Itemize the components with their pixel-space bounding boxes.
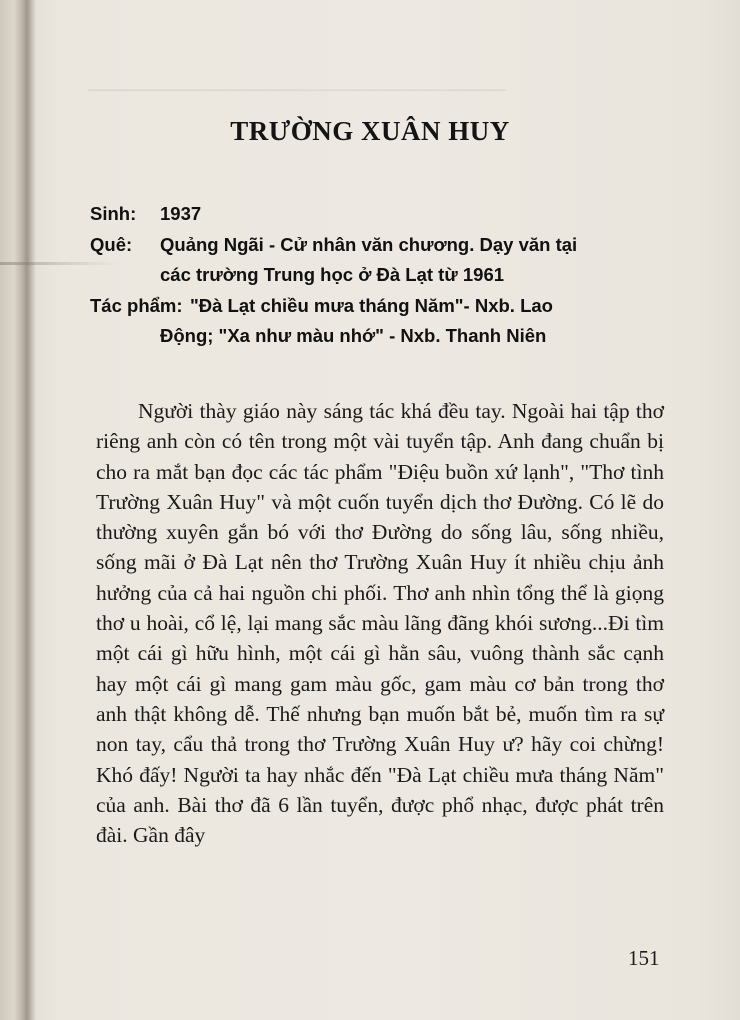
info-birth — [90, 199, 202, 229]
hometown-label: Quê: — [90, 234, 133, 255]
info-works — [90, 291, 553, 321]
body-text — [96, 396, 664, 850]
birth-value: 1937 — [160, 203, 202, 224]
hometown-line-1: Quảng Ngãi - Cử nhân văn chương. Dạy văn tại — [160, 234, 578, 255]
info-hometown — [90, 230, 578, 260]
works-line-1: "Đà Lạt chiều mưa tháng Năm"- Nxb. Lao — [190, 295, 553, 316]
works-label: Tác phẩm: — [90, 295, 183, 316]
page-number: 151 — [628, 946, 660, 970]
body-paragraph: Người thày giáo này sáng tác khá đều tay. Ngoài hai tập thơ riêng anh còn có tên trong một vài tuyển tập. Anh đang chuẩn bị cho ra mắt bạn đọc các tác phẩm "Điệu buồn xứ lạnh", "Thơ tình Trường Xuân Huy" và một cuốn tuyển dịch thơ Đường. Có lẽ do thường xuyên gắn bó với thơ Đường do sống lâu, sống nhiều, sống mãi ở Đà Lạt nên thơ Trường Xuân Huy ít nhiều chịu ảnh hưởng của cả hai nguồn chi phối. Thơ anh nhìn tổng thể là giọng thơ u hoài, cổ lệ, lại mang sắc màu lãng đãng khói sương...Đi tìm một cái gì hữu hình, một cái gì hằn sâu, vuông thành sắc cạnh hay một cái gì mang gam màu gốc, gam màu cơ bản trong thơ anh thật không dễ. Thế nhưng bạn muốn bắt bẻ, muốn tìm ra sự non tay, cẩu thả trong thơ Trường Xuân Huy ư? hãy coi chừng! Khó đấy! Người ta hay nhắc đến "Đà Lạt chiều mưa tháng Năm" của anh. Bài thơ đã 6 lần tuyển, được phổ nhạc, được phát trên đài. Gần đây — [96, 399, 664, 848]
show-through-text: ─────────────────────────────── — [88, 80, 506, 101]
works-line-2: Động; "Xa như màu nhớ" - Nxb. Thanh Niên — [160, 325, 547, 346]
birth-label: Sinh: — [90, 203, 137, 224]
page-crease — [0, 262, 120, 265]
hometown-line-2: các trường Trung học ở Đà Lạt từ 1961 — [160, 264, 505, 285]
author-title: TRƯỜNG XUÂN HUY — [230, 116, 510, 146]
